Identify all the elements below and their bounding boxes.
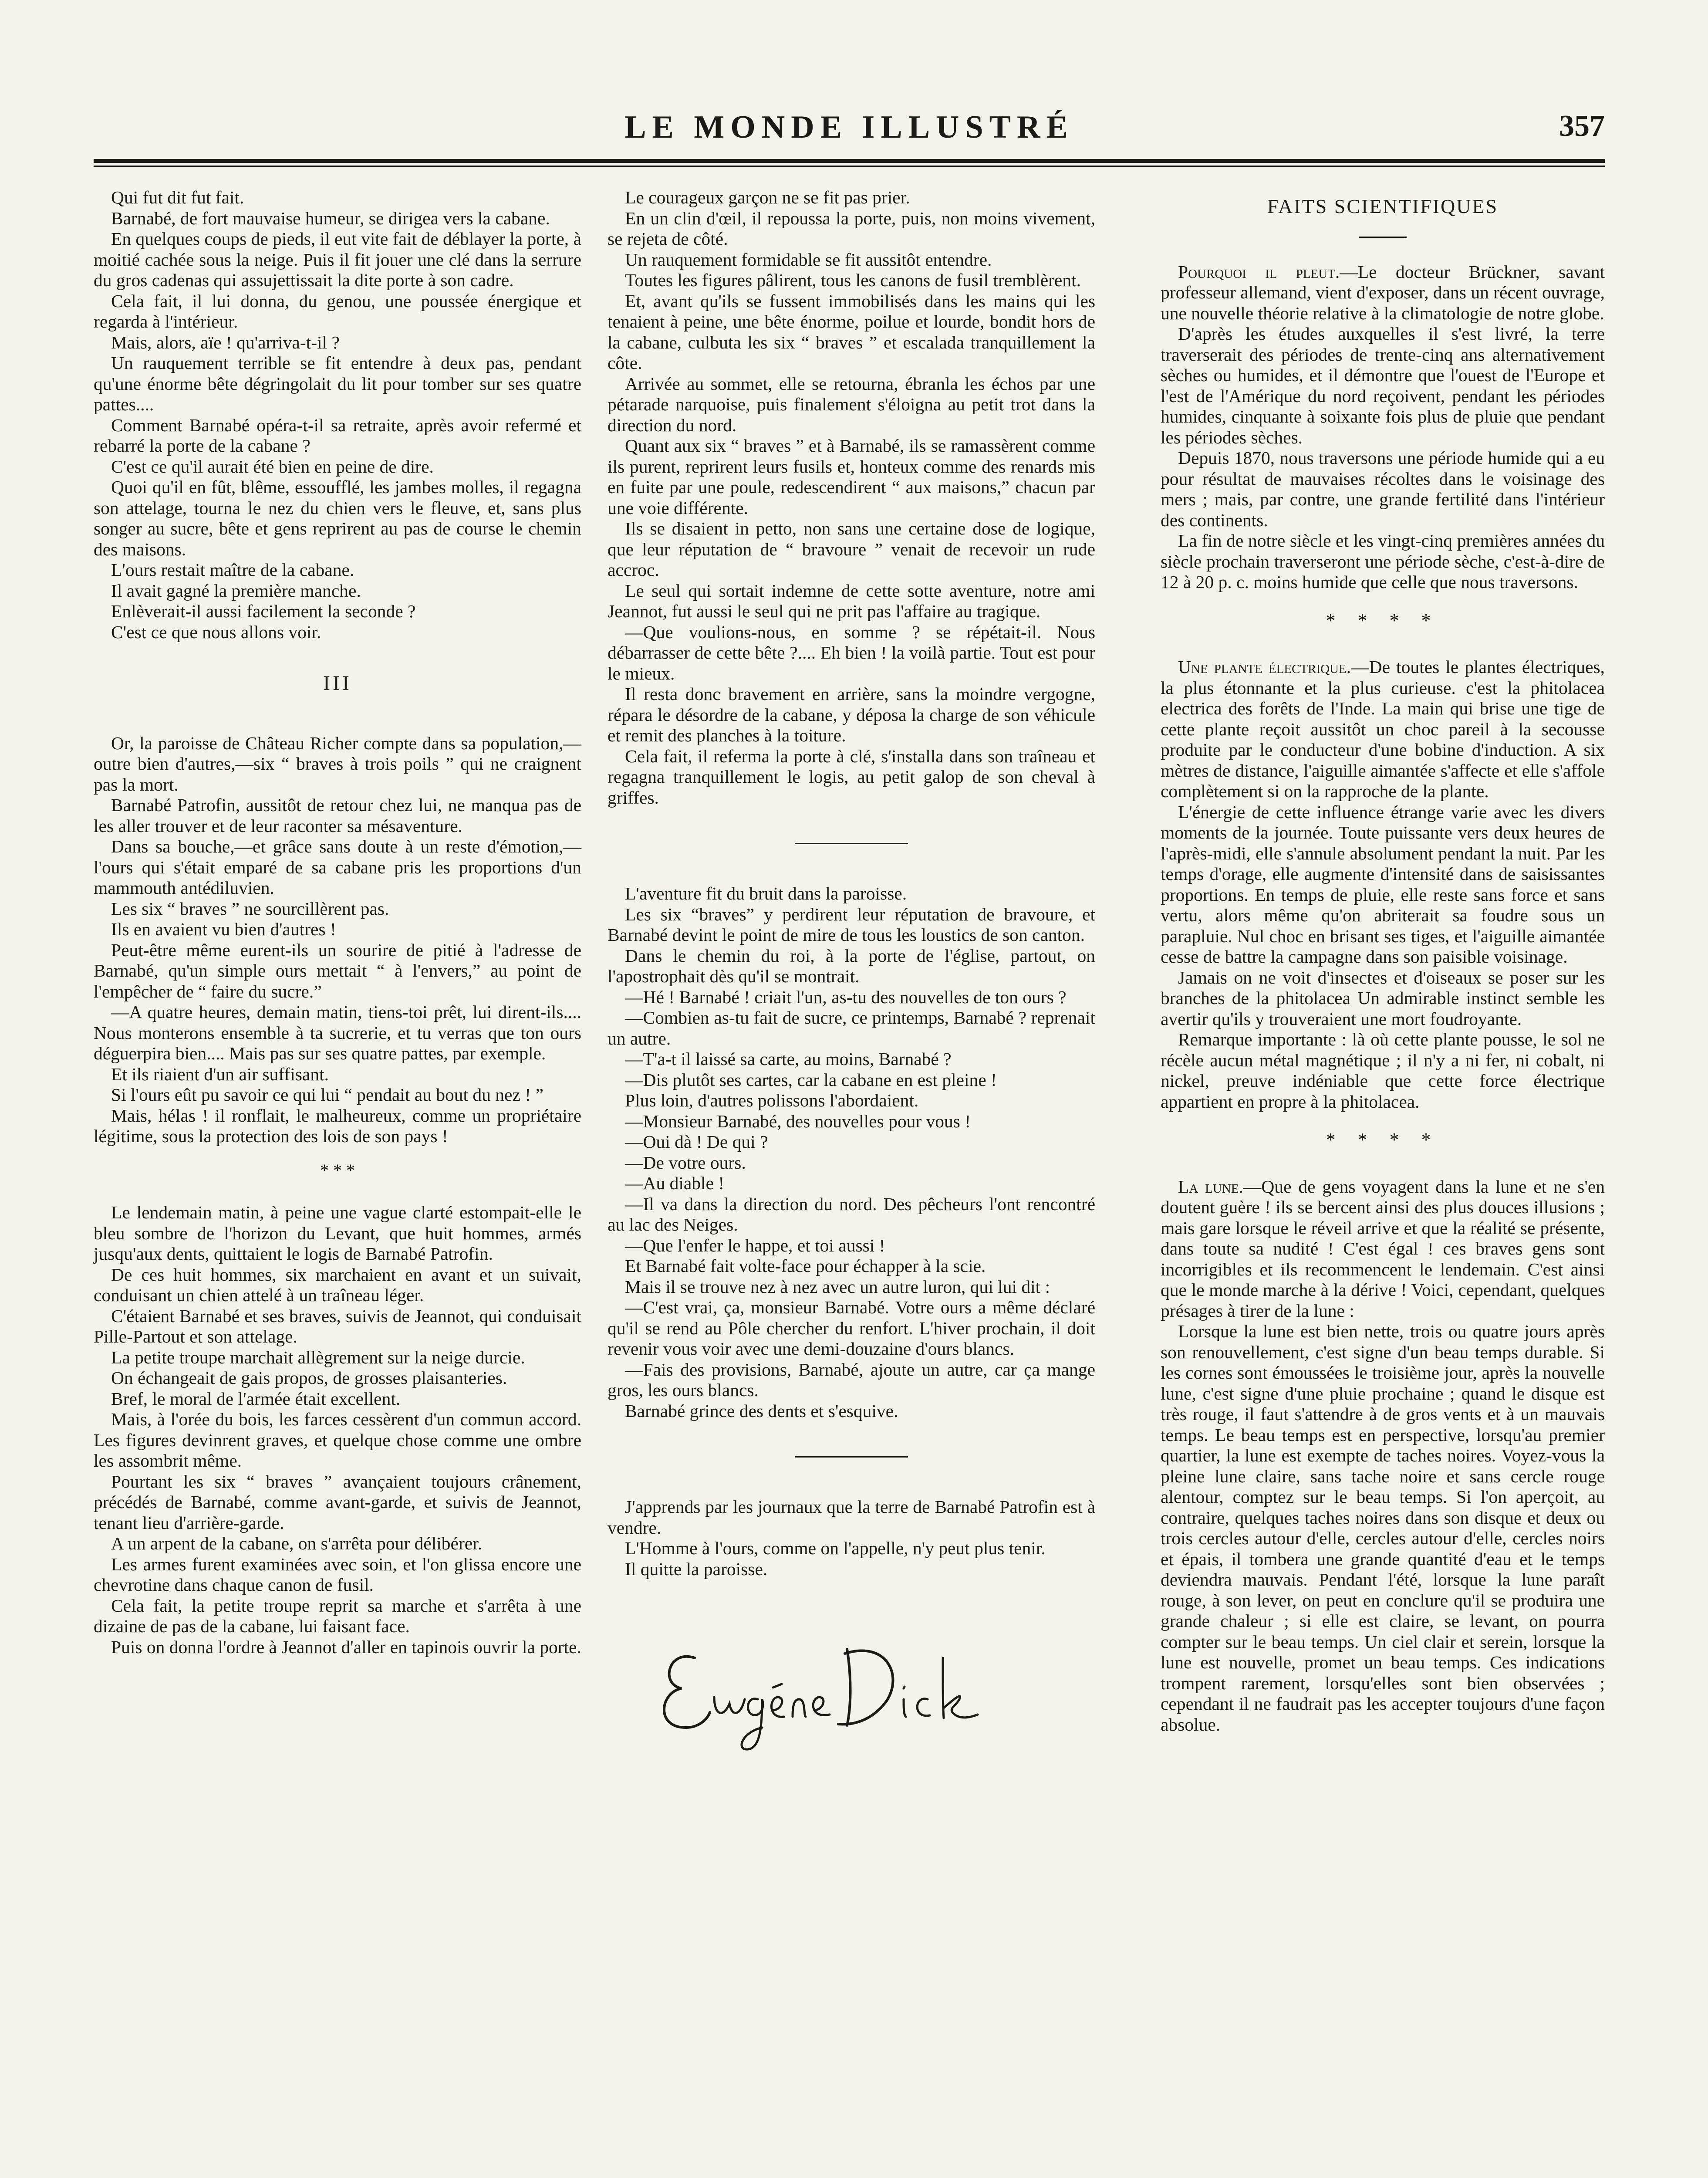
paragraph: Cela fait, la petite troupe reprit sa marche et s'arrêta à une dizaine de pas de la cabane, lui faisant face. — [94, 1595, 581, 1636]
section-rule — [795, 843, 908, 844]
column-2 — [608, 187, 1095, 1772]
heading-rule — [1359, 237, 1407, 238]
paragraph: D'après les études auxquelles il s'est livré, la terre traverserait des périodes de trente-cinq ans alternativement sèches ou humides, et il démontre que l'ouest de l'Europe et l'est de l'Amérique du nord reçoivent, pendant les périodes humides, cinquante à soixante fois plus de pluie que pendant les périodes sèches. — [1161, 324, 1605, 447]
paragraph: Barnabé, de fort mauvaise humeur, se dirigea vers la cabane. — [111, 208, 550, 228]
paragraph: —Que l'enfer le happe, et toi aussi ! — [625, 1235, 885, 1255]
paragraph: Quant aux six “ braves ” et à Barnabé, ils se ramassèrent comme ils purent, reprirent leurs fusils et, honteux comme des renards mis en fuite par une poule, redescendirent “ aux maisons,” chacun par une voie différente. — [608, 436, 1095, 518]
paragraph — [1161, 262, 1605, 324]
section-number: III — [323, 672, 352, 695]
paragraph: De ces huit hommes, six marchaient en avant et un suivait, conduisant un chien attelé à un traîneau léger. — [94, 1264, 581, 1305]
paragraph: Il avait gagné la première manche. — [111, 580, 361, 601]
paragraph: Bref, le moral de l'armée était excellent. — [111, 1388, 401, 1409]
page-header — [94, 109, 1605, 157]
separator-stars: * * * * — [1326, 609, 1440, 631]
paragraph: Depuis 1870, nous traversons une période humide qui a eu pour résultat de mauvaises récoltes dans le voisinage des mers ; mais, par contre, une grande fertilité dans l'intérieur des continents. — [1161, 448, 1605, 530]
paragraph — [1161, 657, 1605, 802]
paragraph: C'étaient Barnabé et ses braves, suivis de Jeannot, qui conduisait Pille-Partout et son attelage. — [94, 1305, 581, 1346]
paragraph: —Que voulions-nous, en somme ? se répétait-il. Nous débarrasser de cette bête ?.... Eh bien ! la voilà partie. Tout est pour le mieux. — [608, 622, 1095, 683]
paragraph: Un rauquement terrible se fit entendre à deux pas, pendant qu'une énorme bête dégringolait du lit pour tomber sur ses quatre pattes.... — [94, 353, 581, 414]
paragraph: Cela fait, il lui donna, du genou, une poussée énergique et regarda à l'intérieur. — [94, 291, 581, 331]
column-1 — [94, 187, 581, 1657]
paragraph: —Monsieur Barnabé, des nouvelles pour vous ! — [625, 1111, 971, 1131]
section-heading: FAITS SCIENTIFIQUES — [1267, 195, 1499, 217]
article-title: Une plante électrique. — [1178, 657, 1351, 677]
page-number: 357 — [1559, 109, 1605, 143]
paragraph: Or, la paroisse de Château Richer compte dans sa population,—outre bien d'autres,—six “ braves à trois poils ” qui ne craignent pas la mort. — [94, 733, 581, 795]
paragraph: Jamais on ne voit d'insectes et d'oiseaux se poser sur les branches de la phitolacea Un admirable instinct semble les avertir qu'ils y trouveraient une mort foudroyante. — [1161, 967, 1605, 1029]
paragraph: —C'est vrai, ça, monsieur Barnabé. Votre ours a même déclaré qu'il se rend au Pôle chercher du renfort. L'hiver prochain, il doit revenir vous voir avec une demi-douzaine d'ours blancs. — [608, 1297, 1095, 1359]
paragraph — [1161, 1177, 1605, 1322]
paragraph: —Oui dà ! De qui ? — [625, 1132, 768, 1152]
paragraph: L'Homme à l'ours, comme on l'appelle, n'y peut plus tenir. — [625, 1538, 1046, 1558]
header-rule-thin — [94, 166, 1605, 167]
paragraph: Cela fait, il referma la porte à clé, s'installa dans son traîneau et regagna tranquillement le logis, au petit galop de son cheval à griffes. — [608, 746, 1095, 808]
paragraph: Dans sa bouche,—et grâce sans doute à un reste d'émotion,—l'ours qui s'était emparé de sa cabane pris les proportions d'un mammouth antédiluvien. — [94, 836, 581, 898]
paragraph: La fin de notre siècle et les vingt-cinq premières années du siècle prochain traverseront une période sèche, c'est-à-dire de 12 à 20 p. c. moins humide que celle que nous traversons. — [1161, 531, 1605, 592]
paragraph: Dans le chemin du roi, à la porte de l'église, partout, on l'apostrophait dès qu'il se montrait. — [608, 945, 1095, 986]
article-title: Pourquoi il pleut. — [1178, 261, 1340, 282]
paragraph: Et ils riaient d'un air suffisant. — [111, 1064, 329, 1084]
paragraph: Ils se disaient in petto, non sans une certaine dose de logique, que leur réputation de “ bravoure ” venait de recevoir un rude accroc. — [608, 518, 1095, 580]
paragraph: Barnabé Patrofin, aussitôt de retour chez lui, ne manqua pas de les aller trouver et de leur raconter sa mésaventure. — [94, 795, 581, 836]
paragraph: Le courageux garçon ne se fit pas prier. — [625, 187, 910, 207]
paragraph: Arrivée au sommet, elle se retourna, ébranla les échos par une pétarade narquoise, puis finalement s'éloigna au petit trot dans la direction du nord. — [608, 373, 1095, 435]
section-rule — [795, 1456, 908, 1458]
paragraph: Si l'ours eût pu savoir ce qui lui “ pendait au bout du nez ! ” — [111, 1085, 543, 1105]
paragraph: A un arpent de la cabane, on s'arrêta pour délibérer. — [111, 1533, 483, 1553]
paragraph: Peut-être même eurent-ils un sourire de pitié à l'adresse de Barnabé, qu'un simple ours mettait “ à l'envers,” au point de l'empêcher de “ faire du sucre.” — [94, 940, 581, 1001]
paragraph: Le seul qui sortait indemne de cette sotte aventure, notre ami Jeannot, fut aussi le seul qui ne prit pas l'affaire au tragique. — [608, 580, 1095, 621]
journal-title: LE MONDE ILLUSTRÉ — [624, 109, 1074, 145]
paragraph: L'énergie de cette influence étrange varie avec les divers moments de la journée. Toute puissante vers deux heures de l'après-midi, elle s'annule absolument pendant la nuit. Par les temps d'orage, elle augmente d'intensité dans de saisissantes proportions. En temps de pluie, elle reste sans force et sans vertu, alors même qu'on abriterait sa foudre sous un parapluie. Nul choc en brisant ses tiges, et l'aiguille aimantée cesse de battre la campagne dans son paisible voisinage. — [1161, 802, 1605, 967]
paragraph: En un clin d'œil, il repoussa la porte, puis, non moins vivement, se rejeta de côté. — [608, 208, 1095, 249]
paragraph: Mais, hélas ! il ronflait, le malheureux, comme un propriétaire légitime, sous la protection des lois de son pays ! — [94, 1105, 581, 1146]
paragraph: Mais, alors, aïe ! qu'arriva-t-il ? — [111, 332, 340, 352]
paragraph: Il resta donc bravement en arrière, sans la moindre vergogne, répara le désordre de la cabane, y déposa la charge de son véhicule et remit des planches à la toiture. — [608, 684, 1095, 745]
paragraph: La petite troupe marchait allègrement sur la neige durcie. — [111, 1347, 525, 1367]
paragraph: Le lendemain matin, à peine une vague clarté estompait-elle le bleu sombre de l'horizon du Levant, que huit hommes, armés jusqu'aux dents, quittaient le logis de Barnabé Patrofin. — [94, 1202, 581, 1264]
paragraph: —De votre ours. — [625, 1152, 746, 1173]
column-3 — [1161, 187, 1605, 1735]
paragraph: —A quatre heures, demain matin, tiens-toi prêt, lui dirent-ils.... Nous monterons ensemble à ta sucrerie, et tu verras que ton ours déguerpira bien.... Mais pas sur ses quatre pattes, par exemple. — [94, 1002, 581, 1063]
paragraph: L'ours restait maître de la cabane. — [111, 560, 354, 580]
article-text: —Que de gens voyagent dans la lune et ne s'en doutent guère ! ils se bercent ainsi des plus douces illusions ; mais gare lorsque le réveil arrive et que la réalité se présente, dans toute sa nudité ! C'est égal ! ces braves gens sont incorrigibles et ils recommencent le lendemain. C'est ainsi que le monde marche à la dérive ! Voici, cependant, quelques présages à tirer de la lune : — [1161, 1176, 1605, 1321]
paragraph: Plus loin, d'autres polissons l'abordaient. — [625, 1090, 919, 1110]
paragraph: J'apprends par les journaux que la terre de Barnabé Patrofin est à vendre. — [608, 1497, 1095, 1538]
paragraph: —Combien as-tu fait de sucre, ce printemps, Barnabé ? reprenait un autre. — [608, 1008, 1095, 1048]
paragraph: Puis on donna l'ordre à Jeannot d'aller en tapinois ouvrir la porte. — [111, 1637, 581, 1657]
article-title: La lune. — [1178, 1176, 1243, 1197]
paragraph: Toutes les figures pâlirent, tous les canons de fusil tremblèrent. — [625, 270, 1081, 290]
paragraph: Ils en avaient vu bien d'autres ! — [111, 919, 336, 939]
header-rule — [94, 159, 1605, 163]
paragraph: Barnabé grince des dents et s'esquive. — [625, 1400, 898, 1421]
paragraph: —Fais des provisions, Barnabé, ajoute un autre, car ça mange gros, les ours blancs. — [608, 1359, 1095, 1400]
paragraph: C'est ce qu'il aurait été bien en peine de dire. — [111, 456, 434, 477]
separator-stars: * * * * — [1326, 1129, 1440, 1150]
paragraph: Les six “braves” y perdirent leur réputation de bravoure, et Barnabé devint le point de mire de tous les loustics de son canton. — [608, 904, 1095, 945]
paragraph: En quelques coups de pieds, il eut vite fait de déblayer la porte, à moitié cachée sous la neige. Puis il fit jouer une clé dans la serrure du gros cadenas qui assujettissait la dite porte à son cadre. — [94, 229, 581, 290]
paragraph: Comment Barnabé opéra-t-il sa retraite, après avoir refermé et rebarré la porte de la cabane ? — [94, 415, 581, 456]
paragraph: Pourtant les six “ braves ” avançaient toujours crânement, précédés de Barnabé, comme avant-garde, et suivis de Jeannot, tenant lieu d'arrière-garde. — [94, 1471, 581, 1533]
paragraph: Enlèverait-il aussi facilement la seconde ? — [111, 601, 416, 621]
paragraph: —Hé ! Barnabé ! criait l'un, as-tu des nouvelles de ton ours ? — [625, 987, 1067, 1007]
article-text: —De toutes le plantes électriques, la plus étonnante et la plus curieuse. c'est la phitolacea electrica des forêts de l'Inde. La main qui brise une tige de cette plante reçoit aussitôt un choc pareil à la secousse produite par le conducteur d'une bobine d'induction. A six mètres de distance, l'aiguille aimantée s'affecte et elle s'affole complètement si on la rapproche de la plante. — [1161, 657, 1605, 801]
paragraph: Qui fut dit fut fait. — [111, 187, 244, 207]
paragraph: —Au diable ! — [625, 1173, 725, 1193]
paragraph: —Il va dans la direction du nord. Des pêcheurs l'ont rencontré au lac des Neiges. — [608, 1194, 1095, 1234]
paragraph: Mais il se trouve nez à nez avec un autre luron, qui lui dit : — [625, 1276, 1050, 1297]
paragraph: Les armes furent examinées avec soin, et l'on glissa encore une chevrotine dans chaque canon de fusil. — [94, 1554, 581, 1595]
signature-image — [642, 1610, 991, 1767]
paragraph: Mais, à l'orée du bois, les farces cessèrent d'un commun accord. Les figures devinrent graves, et quelque chose comme une ombre les assombrit même. — [94, 1409, 581, 1471]
asterism: * * * — [320, 1160, 355, 1180]
paragraph: L'aventure fit du bruit dans la paroisse. — [625, 883, 907, 903]
paragraph: Et, avant qu'ils se fussent immobilisés dans les mains qui les tenaient à peine, une bête énorme, poilue et lourde, bondit hors de la cabane, culbuta les six “ braves ” et escalada tranquillement la côte. — [608, 291, 1095, 373]
paragraph: Remarque importante : là où cette plante pousse, le sol ne récèle aucun métal magnétique ; il n'y a ni fer, ni cobalt, ni nickel, preuve indéniable que cette force électrique appartient en propre à la phitolacea. — [1161, 1029, 1605, 1112]
article-text: —Le docteur Brückner, savant professeur allemand, vient d'exposer, dans un récent ouvrage, une nouvelle théorie relative à la climatologie de notre globe. — [1161, 261, 1605, 323]
paragraph: Et Barnabé fait volte-face pour échapper à la scie. — [625, 1256, 986, 1276]
paragraph: —T'a-t il laissé sa carte, au moins, Barnabé ? — [625, 1049, 952, 1069]
paragraph: Les six “ braves ” ne sourcillèrent pas. — [111, 898, 389, 919]
paragraph: Il quitte la paroisse. — [625, 1559, 768, 1579]
paragraph: Quoi qu'il en fût, blême, essoufflé, les jambes molles, il regagna son attelage, tourna le nez du chien vers le fleuve, et, sans plus songer au sucre, bête et gens reprirent au pas de course le chemin des maisons. — [94, 477, 581, 559]
paragraph: Lorsque la lune est bien nette, trois ou quatre jours après son renouvellement, c'est signe d'un beau temps durable. Si les cornes sont émoussées le troisième jour, après la nouvelle lune, c'est signe d'une pluie prochaine ; quand le disque est très rouge, il faut s'attendre à de gros vents et à un mauvais temps. Le beau temps est en perspective, lorsqu'au premier quartier, la lune est exempte de taches noires. Voyez-vous la pleine lune claire, sans tache noire et sans cercle rouge alentour, comptez sur le beau temps. Si l'on aperçoit, au contraire, quelques taches noires dans son disque et deux ou trois cercles autour d'elle, cercles autour d'elle, cercles noirs et épais, il tombera une grande quantité d'eau et le temps deviendra mauvais. Pendant l'été, lorsque la lune paraît rouge, à son lever, on peut en conclure qu'il se produira une grande chaleur ; si elle est claire, se levant, on pourra compter sur le beau temps. Un ciel clair et serein, lorsque la lune est nouvelle, promet un beau temps. Ces indications trompent rarement, lorsqu'elles sont bien observées ; cependant il ne faudrait pas les accepter toujours d'une façon absolue. — [1161, 1321, 1605, 1735]
paragraph: Un rauquement formidable se fit aussitôt entendre. — [625, 249, 992, 270]
paragraph: —Dis plutôt ses cartes, car la cabane en est pleine ! — [625, 1069, 997, 1090]
paragraph: C'est ce que nous allons voir. — [111, 622, 321, 642]
paragraph: On échangeait de gais propos, de grosses plaisanteries. — [111, 1368, 507, 1388]
